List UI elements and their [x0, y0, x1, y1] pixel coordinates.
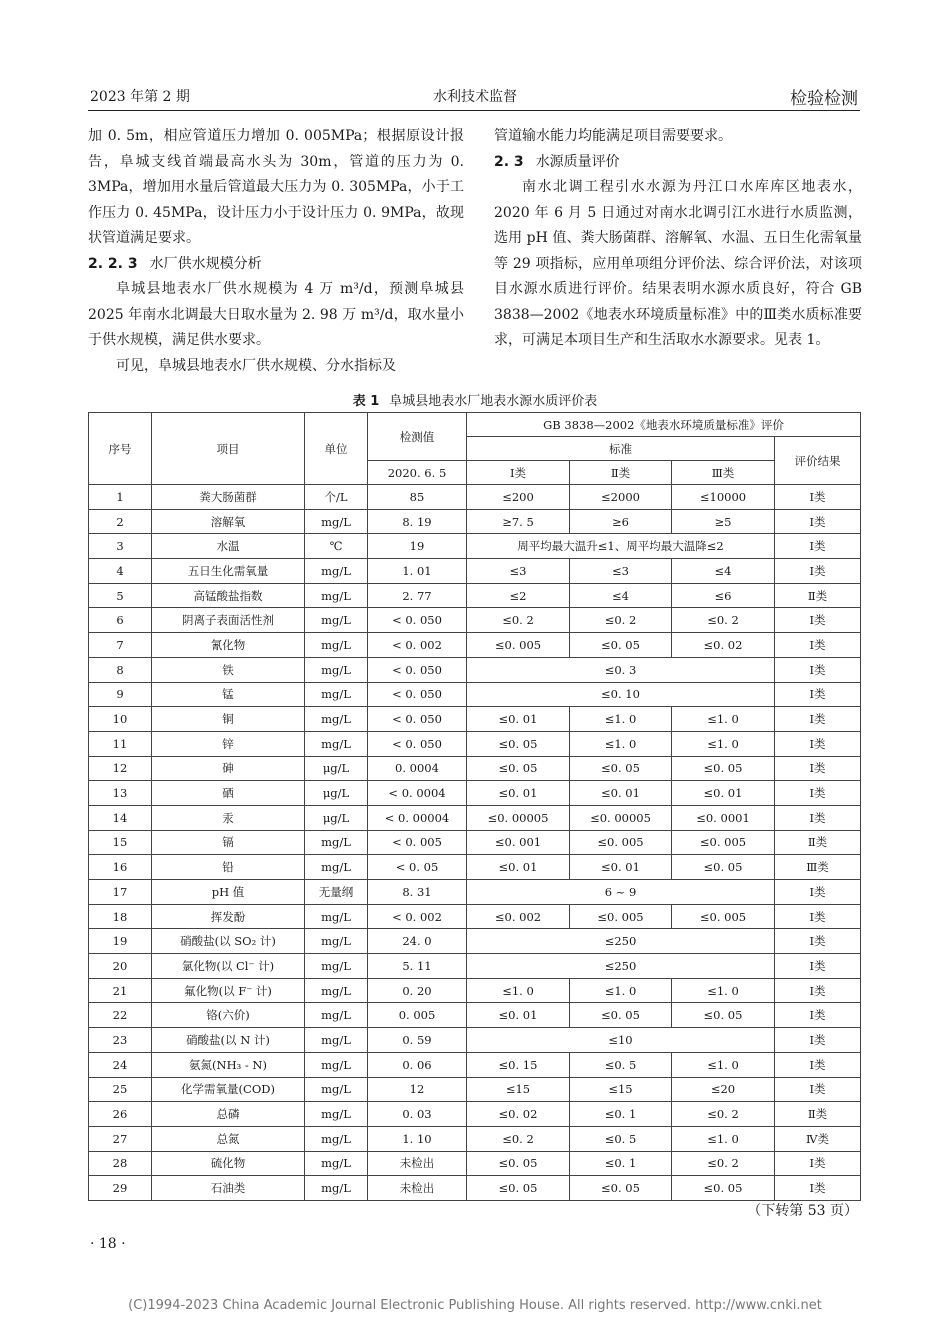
- cell-seq: 19: [89, 929, 152, 954]
- cell-item: 化学需氧量(COD): [152, 1077, 305, 1102]
- left-para-1: 加 0. 5m，相应管道压力增加 0. 005MPa；根据原设计报告，阜城支线首端最高水头为 30m，管道的压力为 0. 3MPa，增加用水量后管道最大压力为 0. 305MPa，小于工作压力 0. 45MPa，设计压力小于设计压力 0. 9MPa，故现状管道满足要求。: [88, 128, 464, 246]
- cell-measured: < 0. 0004: [368, 781, 467, 806]
- cell-class-2: ≤3: [570, 559, 672, 584]
- cell-class-1: ≤200: [467, 485, 570, 510]
- cell-class-1: ≤2: [467, 583, 570, 608]
- table-row: [89, 583, 861, 608]
- table-row: [89, 805, 861, 830]
- header-measured: 检测值: [368, 413, 467, 461]
- cell-class-3: ≤20: [672, 1077, 775, 1102]
- cell-result: Ⅰ类: [775, 929, 861, 954]
- header-result: 评价结果: [775, 437, 861, 485]
- cell-result: Ⅰ类: [775, 707, 861, 732]
- header-rule: [88, 110, 860, 111]
- cell-result: Ⅰ类: [775, 509, 861, 534]
- cell-class-1: ≤15: [467, 1077, 570, 1102]
- cell-unit: mg/L: [305, 657, 368, 682]
- cell-result: Ⅱ类: [775, 830, 861, 855]
- cell-seq: 22: [89, 1003, 152, 1028]
- cell-result: Ⅰ类: [775, 781, 861, 806]
- table-row: [89, 756, 861, 781]
- cell-seq: 14: [89, 805, 152, 830]
- table-row: [89, 1003, 861, 1028]
- cell-item: 汞: [152, 805, 305, 830]
- cell-seq: 28: [89, 1151, 152, 1176]
- cell-class-2: ≤4: [570, 583, 672, 608]
- cell-class-2: ≤0. 005: [570, 904, 672, 929]
- cell-seq: 12: [89, 756, 152, 781]
- header-class-3: Ⅲ类: [672, 461, 775, 485]
- cell-result: Ⅲ类: [775, 855, 861, 880]
- cell-result: Ⅰ类: [775, 1052, 861, 1077]
- cell-class-3: ≤10000: [672, 485, 775, 510]
- cell-item: 石油类: [152, 1176, 305, 1201]
- cell-result: Ⅰ类: [775, 954, 861, 979]
- header-date: 2020. 6. 5: [368, 461, 467, 485]
- table-row: [89, 1052, 861, 1077]
- cell-unit: mg/L: [305, 954, 368, 979]
- cell-seq: 1: [89, 485, 152, 510]
- cell-item: 粪大肠菌群: [152, 485, 305, 510]
- cell-class-2: ≤0. 2: [570, 608, 672, 633]
- cell-item: 氨氮(NH₃ - N): [152, 1052, 305, 1077]
- cell-unit: mg/L: [305, 1176, 368, 1201]
- cell-measured: 0. 20: [368, 978, 467, 1003]
- cell-class-3: ≤0. 05: [672, 855, 775, 880]
- table-row: [89, 485, 861, 510]
- cell-class-1: ≤0. 01: [467, 781, 570, 806]
- cell-standard-merged: ≤0. 10: [467, 682, 775, 707]
- cell-class-2: ≤0. 1: [570, 1151, 672, 1176]
- cell-class-2: ≤0. 05: [570, 633, 672, 658]
- cell-measured: 1. 01: [368, 559, 467, 584]
- cell-item: 硒: [152, 781, 305, 806]
- section-number: 2. 3: [494, 153, 524, 170]
- cell-class-2: ≤0. 01: [570, 781, 672, 806]
- cell-item: 铅: [152, 855, 305, 880]
- cell-item: 氟化物(以 F⁻ 计): [152, 978, 305, 1003]
- header-standard: 标准: [467, 437, 775, 461]
- cell-result: Ⅰ类: [775, 1028, 861, 1053]
- cell-measured: 2. 77: [368, 583, 467, 608]
- cell-standard-merged: ≤10: [467, 1028, 775, 1053]
- cell-measured: < 0. 050: [368, 657, 467, 682]
- cell-measured: < 0. 050: [368, 707, 467, 732]
- cell-standard-merged: ≤250: [467, 929, 775, 954]
- cell-class-3: ≤0. 2: [672, 1102, 775, 1127]
- cell-unit: mg/L: [305, 855, 368, 880]
- continued-note: （下转第 53 页）: [747, 1203, 858, 1219]
- cell-unit: mg/L: [305, 731, 368, 756]
- cell-class-3: ≤0. 02: [672, 633, 775, 658]
- cell-class-3: ≤4: [672, 559, 775, 584]
- cell-result: Ⅱ类: [775, 1102, 861, 1127]
- cell-class-1: ≤0. 05: [467, 756, 570, 781]
- cell-item: 铁: [152, 657, 305, 682]
- cell-class-1: ≤0. 01: [467, 1003, 570, 1028]
- cell-class-2: ≤0. 005: [570, 830, 672, 855]
- table-row: [89, 830, 861, 855]
- cell-unit: mg/L: [305, 1052, 368, 1077]
- cell-class-3: ≤0. 01: [672, 781, 775, 806]
- cell-class-2: ≤1. 0: [570, 978, 672, 1003]
- cell-unit: mg/L: [305, 608, 368, 633]
- cell-measured: 0. 0004: [368, 756, 467, 781]
- cell-class-1: ≤3: [467, 559, 570, 584]
- cell-class-2: ≤0. 5: [570, 1126, 672, 1151]
- table-row: [89, 707, 861, 732]
- cell-seq: 3: [89, 534, 152, 559]
- cell-unit: mg/L: [305, 559, 368, 584]
- cell-class-3: ≥5: [672, 509, 775, 534]
- cell-result: Ⅰ类: [775, 1176, 861, 1201]
- cell-seq: 20: [89, 954, 152, 979]
- cell-seq: 11: [89, 731, 152, 756]
- cell-class-1: ≤0. 15: [467, 1052, 570, 1077]
- cell-seq: 17: [89, 880, 152, 905]
- cell-standard-merged: 6 ~ 9: [467, 880, 775, 905]
- cell-measured: < 0. 050: [368, 731, 467, 756]
- table-caption-title: 阜城县地表水厂地表水源水质评价表: [389, 394, 598, 409]
- cell-measured: 0. 03: [368, 1102, 467, 1127]
- cell-class-3: ≤0. 2: [672, 608, 775, 633]
- cell-result: Ⅰ类: [775, 880, 861, 905]
- table-row: [89, 1151, 861, 1176]
- table-row: [89, 880, 861, 905]
- cell-measured: < 0. 005: [368, 830, 467, 855]
- cell-item: 砷: [152, 756, 305, 781]
- cell-class-1: ≤0. 2: [467, 608, 570, 633]
- cell-seq: 6: [89, 608, 152, 633]
- cell-class-2: ≤0. 01: [570, 855, 672, 880]
- cell-seq: 9: [89, 682, 152, 707]
- table-row: [89, 509, 861, 534]
- section-title: 水源质量评价: [535, 153, 620, 170]
- table-row: [89, 781, 861, 806]
- cell-result: Ⅰ类: [775, 731, 861, 756]
- cell-unit: mg/L: [305, 1028, 368, 1053]
- cell-seq: 26: [89, 1102, 152, 1127]
- table-row: [89, 1126, 861, 1151]
- cell-standard-merged: 周平均最大温升≤1、周平均最大温降≤2: [467, 534, 775, 559]
- cell-class-1: ≤0. 05: [467, 1176, 570, 1201]
- cell-result: Ⅰ类: [775, 1003, 861, 1028]
- cell-result: Ⅰ类: [775, 1077, 861, 1102]
- cell-result: Ⅳ类: [775, 1126, 861, 1151]
- cell-item: 铜: [152, 707, 305, 732]
- water-quality-table: [88, 412, 861, 1201]
- cell-unit: μg/L: [305, 781, 368, 806]
- cell-class-3: ≤0. 0001: [672, 805, 775, 830]
- cell-item: 硝酸盐(以 N 计): [152, 1028, 305, 1053]
- cell-item: 锰: [152, 682, 305, 707]
- cell-class-2: ≤15: [570, 1077, 672, 1102]
- cell-seq: 7: [89, 633, 152, 658]
- header-class-2: Ⅱ类: [570, 461, 672, 485]
- cell-measured: 85: [368, 485, 467, 510]
- table-row: [89, 904, 861, 929]
- cell-item: 挥发酚: [152, 904, 305, 929]
- cell-result: Ⅰ类: [775, 904, 861, 929]
- cell-class-2: ≥6: [570, 509, 672, 534]
- table-row: [89, 929, 861, 954]
- cell-item: pH 值: [152, 880, 305, 905]
- right-para-0: 管道输水能力均能满足项目需要要求。: [494, 128, 732, 144]
- cell-result: Ⅰ类: [775, 485, 861, 510]
- cell-class-3: ≤1. 0: [672, 1052, 775, 1077]
- cell-class-2: ≤0. 5: [570, 1052, 672, 1077]
- right-column: [494, 124, 862, 354]
- cell-measured: 12: [368, 1077, 467, 1102]
- cell-unit: 无量纲: [305, 880, 368, 905]
- cell-measured: 1. 10: [368, 1126, 467, 1151]
- cell-class-3: ≤0. 2: [672, 1151, 775, 1176]
- cell-standard-merged: ≤0. 3: [467, 657, 775, 682]
- cell-class-2: ≤1. 0: [570, 707, 672, 732]
- cell-result: Ⅰ类: [775, 633, 861, 658]
- cell-class-1: ≤1. 0: [467, 978, 570, 1003]
- cell-measured: < 0. 00004: [368, 805, 467, 830]
- cell-unit: mg/L: [305, 707, 368, 732]
- section-heading-2-2-3: [88, 252, 464, 278]
- cell-unit: mg/L: [305, 1003, 368, 1028]
- cell-item: 铬(六价): [152, 1003, 305, 1028]
- table-row: [89, 657, 861, 682]
- cell-measured: < 0. 050: [368, 608, 467, 633]
- cell-standard-merged: ≤250: [467, 954, 775, 979]
- table-row: [89, 1028, 861, 1053]
- cell-class-2: ≤0. 05: [570, 1003, 672, 1028]
- cell-class-3: ≤1. 0: [672, 707, 775, 732]
- cell-result: Ⅰ类: [775, 682, 861, 707]
- cell-item: 硝酸盐(以 SO₂ 计): [152, 929, 305, 954]
- table-row: [89, 608, 861, 633]
- table-row: [89, 954, 861, 979]
- table-row: [89, 559, 861, 584]
- cell-unit: 个/L: [305, 485, 368, 510]
- left-para-3: 可见，阜城县地表水厂供水规模、分水指标及: [116, 357, 396, 374]
- cell-seq: 16: [89, 855, 152, 880]
- cell-seq: 13: [89, 781, 152, 806]
- right-para-1: 南水北调工程引水水源为丹江口水库库区地表水，2020 年 6 月 5 日通过对南水北调引江水进行水质监测，选用 pH 值、粪大肠菌群、溶解氧、水温、五日生化需氧量等 29 项指标，应用单项组分评价法、综合评价法，对该项目水源水质进行评价。结果表明水源水质良好，符合 GB 3838—2002《地表水环境质量标准》中的Ⅲ类水质标准要求，可满足本项目生产和生活取水水源要求。见表 1。: [494, 179, 862, 348]
- cell-measured: 未检出: [368, 1176, 467, 1201]
- cell-item: 氯化物(以 Cl⁻ 计): [152, 954, 305, 979]
- table-row: [89, 731, 861, 756]
- cell-item: 镉: [152, 830, 305, 855]
- cell-unit: mg/L: [305, 904, 368, 929]
- cell-unit: mg/L: [305, 1151, 368, 1176]
- cell-class-1: ≤0. 02: [467, 1102, 570, 1127]
- cell-result: Ⅰ类: [775, 657, 861, 682]
- cell-class-2: ≤0. 05: [570, 1176, 672, 1201]
- left-column: [88, 124, 464, 379]
- cell-result: Ⅰ类: [775, 559, 861, 584]
- cell-class-1: ≤0. 05: [467, 1151, 570, 1176]
- cell-measured: 0. 59: [368, 1028, 467, 1053]
- cell-seq: 23: [89, 1028, 152, 1053]
- cell-seq: 15: [89, 830, 152, 855]
- cell-class-3: ≤1. 0: [672, 731, 775, 756]
- cell-measured: < 0. 050: [368, 682, 467, 707]
- section-title: 水厂供水规模分析: [149, 255, 262, 272]
- cell-unit: μg/L: [305, 756, 368, 781]
- cell-class-2: ≤0. 00005: [570, 805, 672, 830]
- cell-seq: 5: [89, 583, 152, 608]
- cell-seq: 25: [89, 1077, 152, 1102]
- cell-class-3: ≤0. 005: [672, 830, 775, 855]
- cell-measured: < 0. 002: [368, 633, 467, 658]
- cell-class-1: ≤0. 005: [467, 633, 570, 658]
- cell-class-1: ≤0. 002: [467, 904, 570, 929]
- cell-unit: mg/L: [305, 509, 368, 534]
- table-row: [89, 855, 861, 880]
- copyright-footer: (C)1994-2023 China Academic Journal Electronic Publishing House. All rights reserved. http://www.cnki.net: [128, 1298, 822, 1313]
- cell-measured: < 0. 002: [368, 904, 467, 929]
- cell-class-1: ≤0. 01: [467, 707, 570, 732]
- cell-measured: 24. 0: [368, 929, 467, 954]
- table-body: [89, 485, 861, 1201]
- cell-class-1: ≤0. 2: [467, 1126, 570, 1151]
- cell-class-3: ≤0. 05: [672, 1003, 775, 1028]
- left-para-2: 阜城县地表水厂供水规模为 4 万 m³/d，预测阜城县 2025 年南水北调最大日取水量为 2. 98 万 m³/d，取水量小于供水规模，满足供水要求。: [88, 281, 464, 348]
- header-journal: 水利技术监督: [433, 89, 517, 105]
- cell-item: 硫化物: [152, 1151, 305, 1176]
- cell-seq: 8: [89, 657, 152, 682]
- cell-class-3: ≤1. 0: [672, 1126, 775, 1151]
- cell-seq: 10: [89, 707, 152, 732]
- cell-item: 总氮: [152, 1126, 305, 1151]
- cell-unit: mg/L: [305, 1102, 368, 1127]
- cell-item: 总磷: [152, 1102, 305, 1127]
- cell-measured: 0. 06: [368, 1052, 467, 1077]
- cell-unit: mg/L: [305, 1126, 368, 1151]
- cell-item: 高锰酸盐指数: [152, 583, 305, 608]
- table-row: [89, 534, 861, 559]
- page-number: · 18 ·: [90, 1236, 126, 1252]
- cell-measured: 19: [368, 534, 467, 559]
- cell-measured: < 0. 05: [368, 855, 467, 880]
- cell-seq: 27: [89, 1126, 152, 1151]
- cell-unit: mg/L: [305, 929, 368, 954]
- cell-item: 阴离子表面活性剂: [152, 608, 305, 633]
- cell-seq: 21: [89, 978, 152, 1003]
- cell-unit: mg/L: [305, 633, 368, 658]
- cell-class-2: ≤2000: [570, 485, 672, 510]
- cell-item: 氰化物: [152, 633, 305, 658]
- cell-seq: 18: [89, 904, 152, 929]
- cell-item: 五日生化需氧量: [152, 559, 305, 584]
- cell-seq: 24: [89, 1052, 152, 1077]
- section-heading-2-3: [494, 150, 862, 176]
- cell-class-2: ≤0. 05: [570, 756, 672, 781]
- header-issue: 2023 年第 2 期: [90, 89, 190, 105]
- cell-measured: 0. 005: [368, 1003, 467, 1028]
- header-class-1: Ⅰ类: [467, 461, 570, 485]
- header-item: 项目: [152, 413, 305, 485]
- header-column: 检验检测: [790, 89, 858, 109]
- cell-result: Ⅰ类: [775, 608, 861, 633]
- header-gb-standard: GB 3838—2002《地表水环境质量标准》评价: [467, 413, 861, 437]
- cell-class-3: ≤1. 0: [672, 978, 775, 1003]
- header-seq: 序号: [89, 413, 152, 485]
- cell-result: Ⅰ类: [775, 1151, 861, 1176]
- table-caption: [0, 390, 950, 409]
- cell-class-1: ≤0. 001: [467, 830, 570, 855]
- cell-unit: μg/L: [305, 805, 368, 830]
- cell-class-3: ≤0. 005: [672, 904, 775, 929]
- cell-result: Ⅰ类: [775, 756, 861, 781]
- cell-result: Ⅱ类: [775, 583, 861, 608]
- cell-seq: 4: [89, 559, 152, 584]
- cell-unit: mg/L: [305, 978, 368, 1003]
- table-row: [89, 978, 861, 1003]
- cell-measured: 5. 11: [368, 954, 467, 979]
- table-row: [89, 1077, 861, 1102]
- cell-class-3: ≤0. 05: [672, 1176, 775, 1201]
- table-row: [89, 633, 861, 658]
- cell-measured: 未检出: [368, 1151, 467, 1176]
- cell-class-2: ≤1. 0: [570, 731, 672, 756]
- cell-item: 锌: [152, 731, 305, 756]
- cell-unit: mg/L: [305, 583, 368, 608]
- cell-class-3: ≤0. 05: [672, 756, 775, 781]
- cell-class-1: ≤0. 01: [467, 855, 570, 880]
- cell-seq: 29: [89, 1176, 152, 1201]
- cell-class-1: ≤0. 05: [467, 731, 570, 756]
- table-row: [89, 682, 861, 707]
- table-row: [89, 1102, 861, 1127]
- cell-result: Ⅰ类: [775, 805, 861, 830]
- cell-unit: mg/L: [305, 1077, 368, 1102]
- cell-unit: ℃: [305, 534, 368, 559]
- cell-unit: mg/L: [305, 682, 368, 707]
- cell-item: 溶解氧: [152, 509, 305, 534]
- cell-measured: 8. 31: [368, 880, 467, 905]
- cell-unit: mg/L: [305, 830, 368, 855]
- cell-class-2: ≤0. 1: [570, 1102, 672, 1127]
- cell-seq: 2: [89, 509, 152, 534]
- section-number: 2. 2. 3: [88, 255, 138, 272]
- table-row: [89, 1176, 861, 1201]
- cell-measured: 8. 19: [368, 509, 467, 534]
- cell-class-1: ≥7. 5: [467, 509, 570, 534]
- header-unit: 单位: [305, 413, 368, 485]
- cell-item: 水温: [152, 534, 305, 559]
- cell-class-3: ≤6: [672, 583, 775, 608]
- cell-class-1: ≤0. 00005: [467, 805, 570, 830]
- cell-result: Ⅰ类: [775, 978, 861, 1003]
- cell-result: Ⅰ类: [775, 534, 861, 559]
- table-caption-number: 表 1: [352, 394, 380, 409]
